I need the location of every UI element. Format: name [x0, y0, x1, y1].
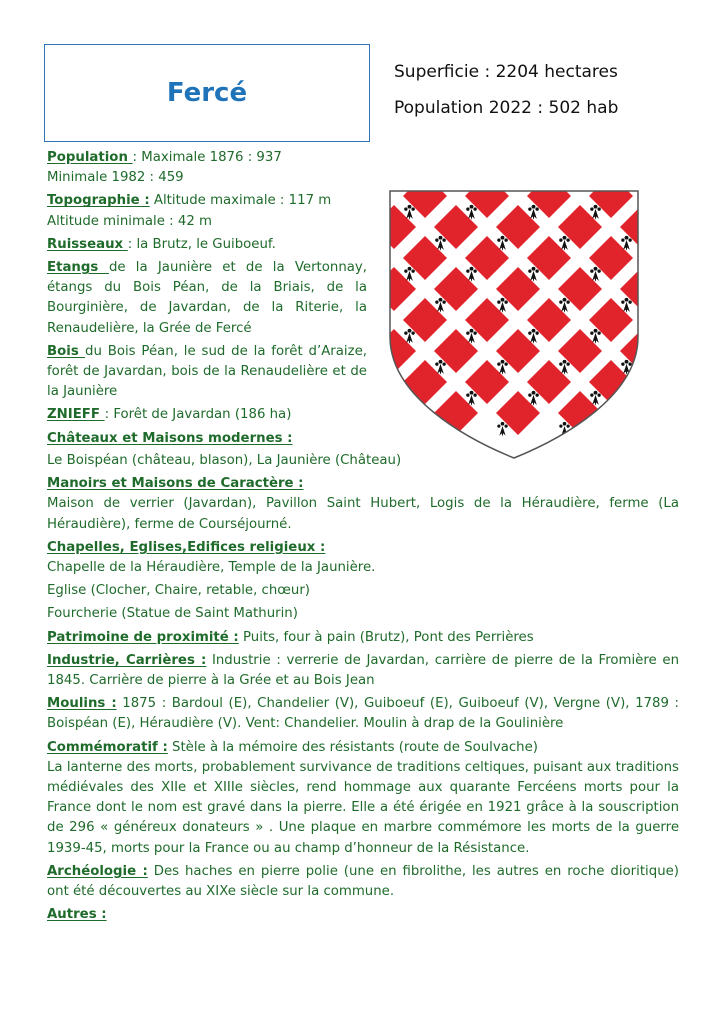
ruisseaux-text: : la Brutz, le Guiboeuf. — [127, 236, 276, 252]
superficie-text: Superficie : 2204 hectares — [394, 62, 618, 82]
altitude-min: Altitude minimale : 42 m — [47, 213, 212, 229]
moulins-label: Moulins : — [47, 696, 117, 712]
manoirs-text: Maison de verrier (Javardan), Pavillon Saint Hubert, Logis de la Héraudière, ferme (La Héraudière), ferme de Courséjourné. — [47, 496, 679, 532]
moulins-paragraph — [47, 694, 679, 734]
moulins-text: 1875 : Bardoul (E), Chandelier (V), Guiboeuf (E), Guiboeuf (V), Vergne (V), 1789 : Boispéan (E), Héraudière (V). Vent: Chandelier. Moulin à drap de la Goulinière — [47, 696, 679, 732]
stats-block — [394, 60, 618, 132]
znieff-line — [47, 405, 367, 425]
patrimoine-line — [47, 628, 679, 648]
ermine-spot — [559, 187, 569, 189]
left-column — [47, 148, 367, 449]
altitude-max: Altitude maximale : 117 m — [149, 193, 332, 209]
manoirs-label: Manoirs et Maisons de Caractère : — [47, 476, 304, 492]
full-width-section — [47, 451, 679, 925]
red-lozenge — [386, 391, 416, 435]
chapelles-label: Chapelles, Eglises,Edifices religieux : — [47, 539, 326, 555]
population-line — [47, 148, 367, 168]
population-min: Minimale 1982 : 459 — [47, 170, 184, 186]
archeologie-paragraph — [47, 862, 679, 902]
ermine-spot — [435, 187, 445, 189]
etangs-text: de la Jaunière et de la Vertonnay, étangs du Bois Péan, de la Briais, de la Bourginière, de Javardan, de la Riterie, la Renaudelière, la Grée de Fercé — [47, 260, 367, 336]
ermine-spot — [497, 187, 507, 189]
industrie-paragraph — [47, 651, 679, 691]
chapelles-line-2: Eglise (Clocher, Chaire, retable, chœur) — [47, 583, 310, 599]
znieff-text: : Forêt de Javardan (186 ha) — [104, 407, 292, 423]
autres-heading — [47, 905, 679, 925]
commemoratif-paragraph: La lanterne des morts, probablement survivance de traditions celtiques, puisant aux traditions médiévales des XIIe et XIIIe siècles, rend hommage aux quarante Fercéens morts pour la France dont le nom est gravé dans la pierre. Elle a été érigée en 1921 grâce à la souscription de 296 « généreux donateurs » . Une plaque en marbre commémore les morts de la guerre 1939-45, morts pour la France ou au champ d’honneur de la Résistance. — [47, 759, 679, 856]
archeologie-text: Des haches en pierre polie (une en fibrolithe, les autres en roche dioritique) ont été découvertes au XIXe siècle sur la commune. — [47, 863, 679, 900]
title-box — [44, 44, 370, 142]
autres-label: Autres : — [47, 907, 107, 923]
population-label: Population — [47, 150, 133, 165]
chapelles-line-3: Fourcherie (Statue de Saint Mathurin) — [47, 606, 298, 622]
chapelles-heading — [47, 538, 679, 558]
commemoratif-line — [47, 738, 679, 758]
chateaux-text: Le Boispéan (château, blason), La Jaunière (Château) — [47, 453, 402, 468]
archeologie-label: Archéologie : — [47, 863, 148, 879]
ruisseaux-label: Ruisseaux — [47, 236, 128, 252]
population-max: : Maximale 1876 : 937 — [132, 150, 282, 165]
topographie-label: Topographie : — [47, 193, 150, 209]
chapelles-line-1: Chapelle de la Héraudière, Temple de la Jaunière. — [47, 560, 376, 576]
page-title: Fercé — [166, 78, 248, 108]
etangs-paragraph — [47, 258, 367, 339]
red-lozenge — [620, 391, 642, 435]
patrimoine-text: Puits, four à pain (Brutz), Pont des Perrières — [238, 629, 534, 645]
commemoratif-label: Commémoratif : — [47, 739, 168, 755]
etangs-label: Etangs — [47, 260, 109, 276]
ruisseaux-line — [47, 235, 367, 255]
ermine-spot — [435, 422, 445, 437]
chateaux-label: Châteaux et Maisons modernes : — [47, 430, 293, 446]
population-2022-text: Population 2022 : 502 hab — [394, 98, 619, 118]
industrie-label: Industrie, Carrières : — [47, 652, 207, 668]
bois-text: du Bois Péan, le sud de la forêt d’Araize, forêt de Javardan, bois de la Renaudelière et de la Jaunière — [47, 343, 367, 400]
coat-of-arms-shield-icon — [386, 187, 642, 461]
industrie-text: Industrie : verrerie de Javardan, carrière de pierre de la Fromière en 1845. Carrière de pierre à la Grée et au Bois Jean — [47, 652, 679, 689]
chateaux-heading — [47, 429, 367, 449]
bois-label: Bois — [47, 343, 85, 359]
commemoratif-text: Stèle à la mémoire des résistants (route de Soulvache) — [167, 739, 538, 755]
ermine-spot — [621, 187, 631, 189]
topographie-line — [47, 191, 367, 211]
bois-paragraph — [47, 342, 367, 403]
ermine-spot — [621, 422, 631, 437]
patrimoine-label: Patrimoine de proximité : — [47, 629, 239, 645]
znieff-label: ZNIEFF — [47, 407, 105, 423]
manoirs-heading — [47, 474, 679, 494]
